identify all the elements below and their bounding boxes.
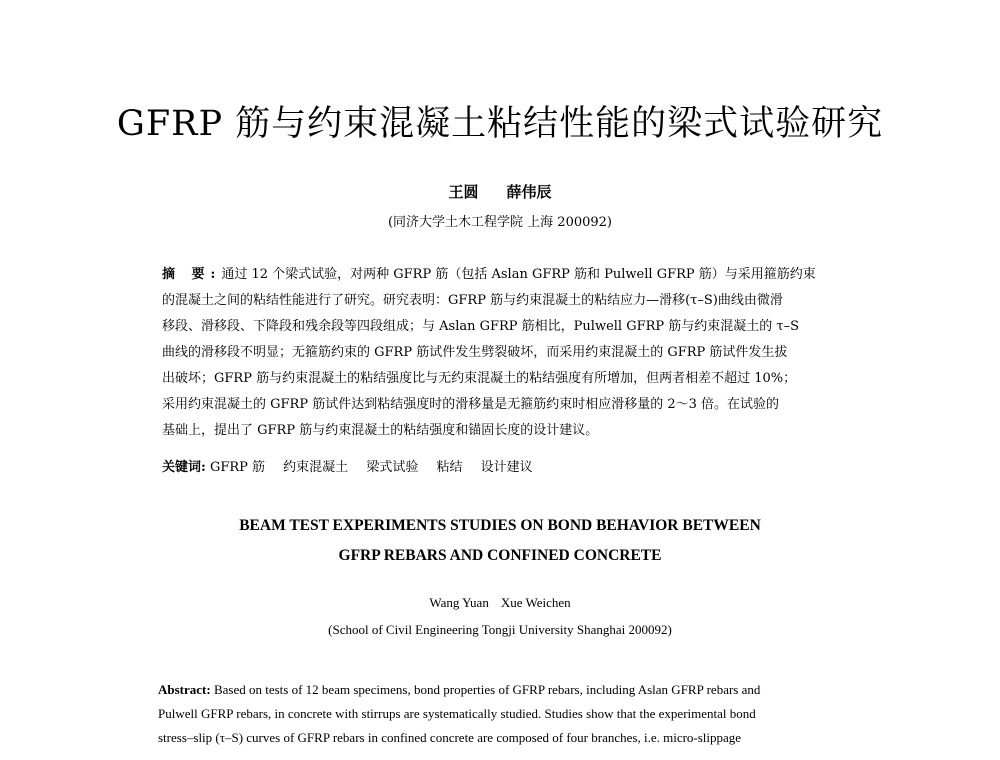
keywords-cn: [162, 458, 834, 478]
abstract-cn-line: 采用约束混凝土的 GFRP 筋试件达到粘结强度时的滑移量是无箍筋约束时相应滑移量的 2～3 倍。在试验的: [162, 397, 780, 412]
abstract-cn-line: 移段、滑移段、下降段和残余段等四段组成；与 Aslan GFRP 筋相比，Pulwell GFRP 筋与约束混凝土的 τ–S: [162, 319, 800, 334]
abstract-en-line: Pulwell GFRP rebars, in concrete with stirrups are systematically studied. Studies show that the experimental bond: [158, 706, 756, 721]
affiliation-en: (School of Civil Engineering Tongji University Shanghai 200092): [328, 622, 672, 637]
abstract-en-line: stress–slip (τ–S) curves of GFRP rebars in confined concrete are composed of four branches, i.e. micro-slippage: [158, 730, 742, 745]
affiliation-cn: (同济大学土木工程学院 上海 200092): [387, 215, 613, 230]
author-en-2: Xue Weichen: [500, 595, 571, 610]
abstract-cn-line: 通过 12 个梁式试验，对两种 GFRP 筋（包括 Aslan GFRP 筋和 Pulwell GFRP 筋）与采用箍筋约束: [221, 267, 816, 282]
abstract-cn-line: 基础上，提出了 GFRP 筋与约束混凝土的粘结强度和锚固长度的设计建议。: [162, 423, 599, 438]
keyword-cn: 粘结: [436, 460, 463, 475]
abstract-en-label: Abstract:: [158, 682, 211, 697]
paper-title-en-line-2: GFRP REBARS AND CONFINED CONCRETE: [338, 547, 662, 564]
abstract-en: [158, 678, 834, 750]
keyword-cn: 梁式试验: [366, 460, 419, 475]
authors-en: [0, 595, 1000, 611]
paper-title-en: [0, 511, 1000, 571]
abstract-cn-line: 曲线的滑移段不明显；无箍筋约束的 GFRP 筋试件发生劈裂破坏，而采用约束混凝土的 GFRP 筋试件发生拔: [162, 345, 788, 360]
keyword-cn: GFRP 筋: [209, 460, 266, 475]
author-cn-2: 薛伟辰: [506, 183, 552, 201]
abstract-en-line: Based on tests of 12 beam specimens, bond properties of GFRP rebars, including Aslan GFRP rebars and: [210, 682, 761, 697]
abstract-cn-line: 出破坏；GFRP 筋与约束混凝土的粘结强度比与无约束混凝土的粘结强度有所增加，但两者相差不超过 10%；: [162, 371, 797, 386]
author-en-1: Wang Yuan: [429, 595, 489, 610]
paper-title-en-line-1: BEAM TEST EXPERIMENTS STUDIES ON BOND BEHAVIOR BETWEEN: [239, 517, 761, 534]
abstract-cn-label: 摘 要:: [162, 267, 222, 282]
author-cn-1: 王圆: [448, 183, 479, 201]
abstract-cn: [162, 262, 834, 444]
keyword-cn: 约束混凝土: [283, 460, 349, 475]
keyword-cn: 设计建议: [480, 460, 533, 475]
paper-title-cn: GFRP 筋与约束混凝土粘结性能的梁式试验研究: [116, 104, 884, 144]
authors-cn: [0, 181, 1000, 202]
abstract-cn-line: 的混凝土之间的粘结性能进行了研究。研究表明：GFRP 筋与约束混凝土的粘结应力—滑移(τ–S)曲线由微滑: [162, 293, 783, 308]
keywords-cn-label: 关键词:: [162, 460, 206, 475]
